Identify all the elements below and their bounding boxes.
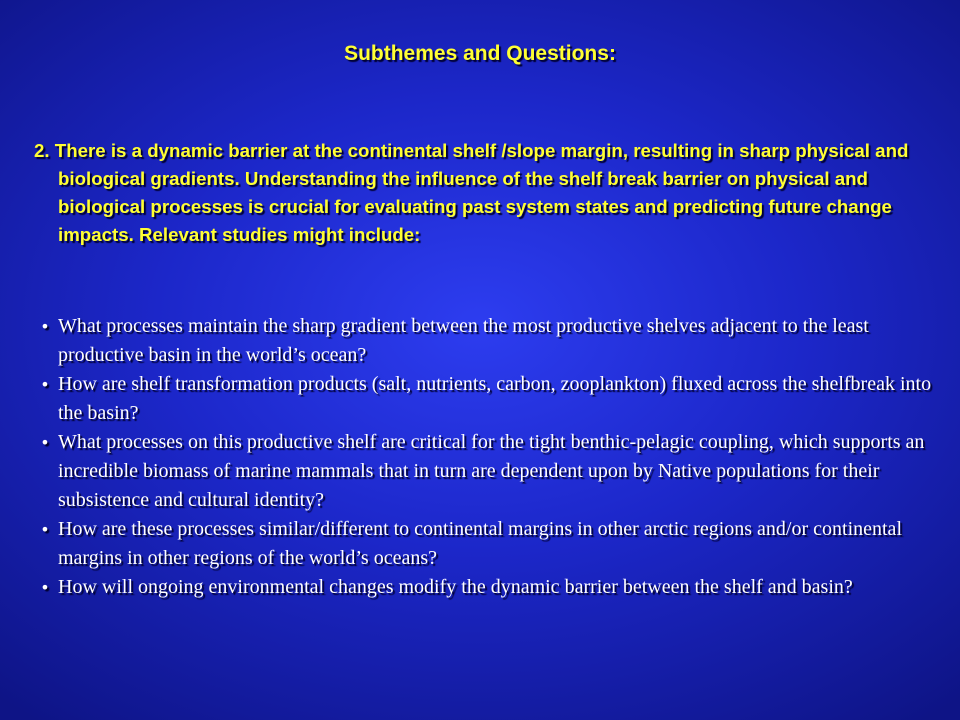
- question-text: How are shelf transformation products (salt, nutrients, carbon, zooplankton) fluxed across the shelfbreak into the basin?: [58, 373, 932, 424]
- question-text: How are these processes similar/different to continental margins in other arctic regions and/or continental margins in other regions of the world’s oceans?: [58, 518, 902, 569]
- list-item: [34, 428, 950, 515]
- bullet-icon: •: [40, 317, 50, 336]
- list-item: [34, 515, 950, 573]
- bullet-icon: •: [40, 375, 50, 394]
- list-item: [34, 573, 950, 602]
- question-list: [34, 312, 950, 602]
- list-item: [34, 312, 950, 370]
- question-text: What processes on this productive shelf are critical for the tight benthic-pelagic coupling, which supports an incredible biomass of marine mammals that in turn are dependent upon by Native populations for their subsistence and cultural identity?: [58, 431, 925, 511]
- question-text: What processes maintain the sharp gradient between the most productive shelves adjacent to the least productive basin in the world’s ocean?: [58, 315, 869, 366]
- bullet-icon: •: [40, 578, 50, 597]
- bullet-icon: •: [40, 520, 50, 539]
- intro-paragraph: 2. There is a dynamic barrier at the continental shelf /slope margin, resulting in sharp physical and biological gradients. Understanding the influence of the shelf break barrier on physical and biological processes is crucial for evaluating past system states and predicting future change impacts. Relevant studies might include:: [34, 140, 909, 245]
- slide-title: Subthemes and Questions:: [344, 42, 616, 65]
- list-item: [34, 370, 950, 428]
- bullet-icon: •: [40, 433, 50, 452]
- question-text: How will ongoing environmental changes modify the dynamic barrier between the shelf and basin?: [58, 576, 853, 598]
